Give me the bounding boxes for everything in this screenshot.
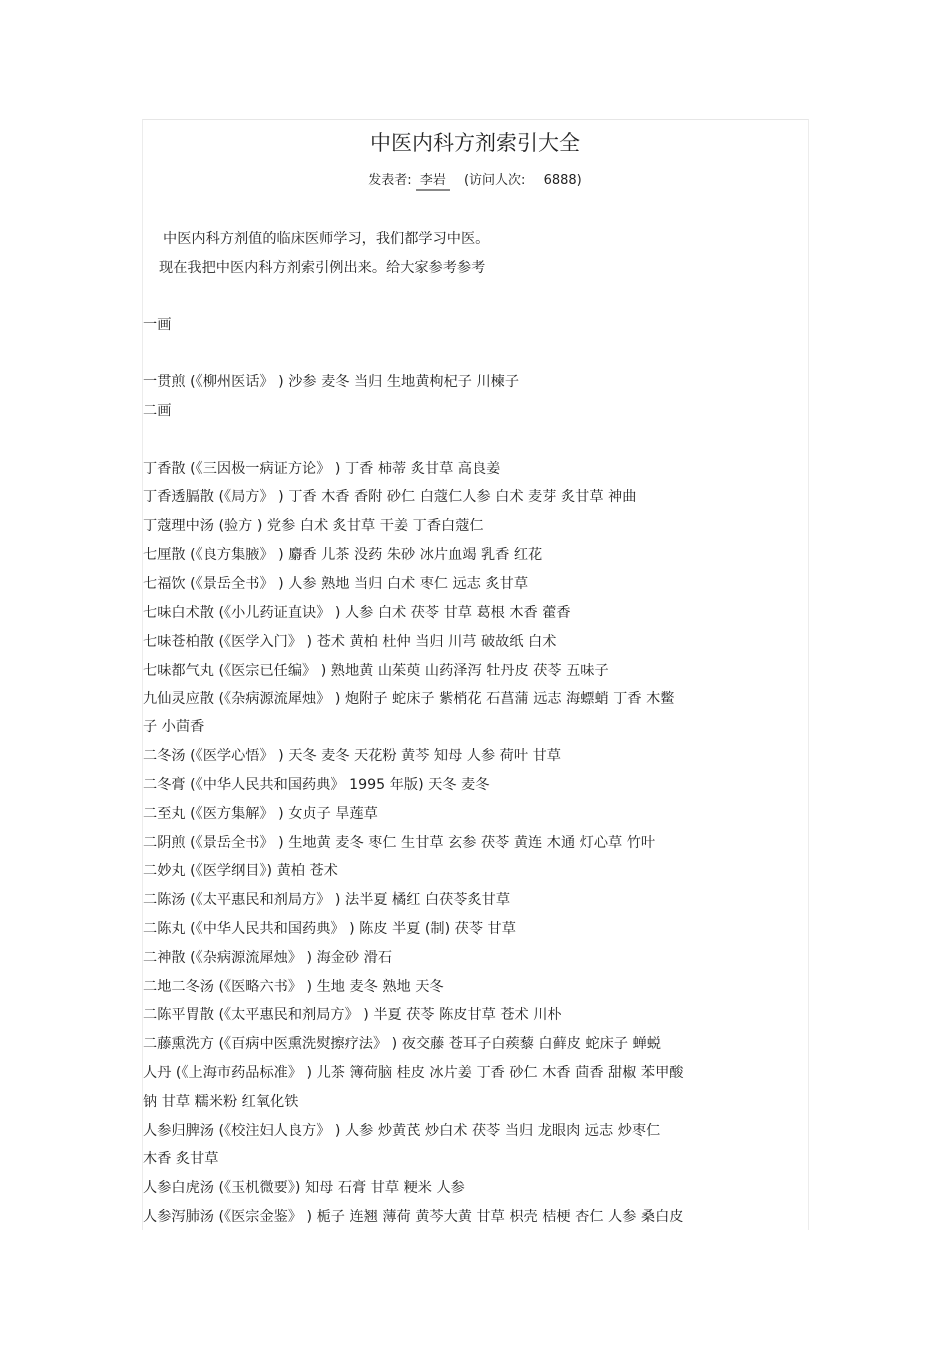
author-link[interactable]: 李岩 (416, 169, 450, 191)
formula-entry: 二冬膏 (《中华人民共和国药典》 1995 年版) 天冬 麦冬 (143, 777, 490, 793)
page-title: 中医内科方剂索引大全 (370, 131, 580, 155)
formula-entry: 九仙灵应散 (《杂病源流犀烛》 ) 炮附子 蛇床子 紫梢花 石菖蒲 远志 海螵蛸 丁香 木鳖 (143, 691, 675, 707)
formula-entry: 二妙丸 (《医学纲目》) 黄柏 苍术 (143, 863, 338, 879)
formula-entry: 丁香散 (《三因极一病证方论》 ) 丁香 柿蒂 炙甘草 高良姜 (143, 461, 501, 477)
formula-entry: 七味白术散 (《小儿药证直诀》 ) 人参 白术 茯苓 甘草 葛根 木香 藿香 (143, 605, 571, 621)
formula-entry: 二地二冬汤 (《医略六书》 ) 生地 麦冬 熟地 天冬 (143, 979, 444, 995)
formula-entry: 一贯煎 (《柳州医话》 ) 沙参 麦冬 当归 生地黄枸杞子 川楝子 (143, 374, 520, 390)
formula-entry: 人参泻肺汤 (《医宗金鉴》 ) 栀子 连翘 薄荷 黄芩大黄 甘草 枳壳 桔梗 杏仁 人参 桑白皮 (143, 1209, 684, 1225)
formula-entry: 七味都气丸 (《医宗已任编》 ) 熟地黄 山茱萸 山药泽泻 牡丹皮 茯苓 五味子 (143, 663, 609, 679)
article-meta (0, 169, 950, 191)
formula-entry-continued: 子 小茴香 (143, 719, 205, 735)
section-heading: 二画 (143, 403, 172, 419)
visits-count: 6888) (543, 173, 582, 188)
formula-entry: 二陈丸 (《中华人民共和国药典》 ) 陈皮 半夏 (制) 茯苓 甘草 (143, 921, 516, 937)
intro-paragraph: 中医内科方剂值的临床医师学习，我们都学习中医。 (163, 231, 490, 247)
formula-entry: 二冬汤 (《医学心悟》 ) 天冬 麦冬 天花粉 黄芩 知母 人参 荷叶 甘草 (143, 748, 561, 764)
formula-entry: 二藤熏洗方 (《百病中医熏洗熨擦疗法》 ) 夜交藤 苍耳子白蒺藜 白藓皮 蛇床子 蝉蜕 (143, 1036, 661, 1052)
visits-label: (访问人次: (463, 173, 526, 188)
formula-entry: 人参白虎汤 (《玉机微要》) 知母 石膏 甘草 粳米 人参 (143, 1180, 465, 1196)
formula-entry: 七厘散 (《良方集腋》 ) 麝香 儿茶 没药 朱砂 冰片血竭 乳香 红花 (143, 547, 543, 563)
formula-entry-continued: 钠 甘草 糯米粉 红氧化铁 (143, 1094, 299, 1110)
formula-entry: 二阴煎 (《景岳全书》 ) 生地黄 麦冬 枣仁 生甘草 玄参 茯苓 黄连 木通 灯心草 竹叶 (143, 835, 656, 851)
formula-entry: 二陈平胃散 (《太平惠民和剂局方》 ) 半夏 茯苓 陈皮甘草 苍术 川朴 (143, 1007, 562, 1023)
formula-entry: 人丹 (《上海市药品标准》 ) 儿茶 簿荷脑 桂皮 冰片姜 丁香 砂仁 木香 茴香 甜椒 苯甲酸 (143, 1065, 684, 1081)
intro-paragraph: 现在我把中医内科方剂索引例出来。给大家参考参考 (159, 260, 486, 276)
formula-entry: 七味苍柏散 (《医学入门》 ) 苍术 黄柏 杜仲 当归 川芎 破故纸 白术 (143, 634, 557, 650)
author-label: 发表者: (368, 173, 412, 188)
section-heading: 一画 (143, 317, 172, 333)
formula-entry: 丁蔻理中汤 (验方 ) 党参 白术 炙甘草 干姜 丁香白蔻仁 (143, 518, 484, 534)
formula-entry: 人参归脾汤 (《校注妇人良方》 ) 人参 炒黄芪 炒白术 茯苓 当归 龙眼肉 远志 炒枣仁 (143, 1123, 661, 1139)
formula-entry: 二至丸 (《医方集解》 ) 女贞子 旱莲草 (143, 806, 378, 822)
formula-entry-continued: 木香 炙甘草 (143, 1151, 219, 1167)
formula-entry: 二陈汤 (《太平惠民和剂局方》 ) 法半夏 橘红 白茯苓炙甘草 (143, 892, 511, 908)
formula-entry: 丁香透膈散 (《局方》 ) 丁香 木香 香附 砂仁 白蔻仁人参 白术 麦芽 炙甘草 神曲 (143, 489, 637, 505)
formula-entry: 七福饮 (《景岳全书》 ) 人参 熟地 当归 白术 枣仁 远志 炙甘草 (143, 576, 529, 592)
formula-entry: 二神散 (《杂病源流犀烛》 ) 海金砂 滑石 (143, 950, 393, 966)
